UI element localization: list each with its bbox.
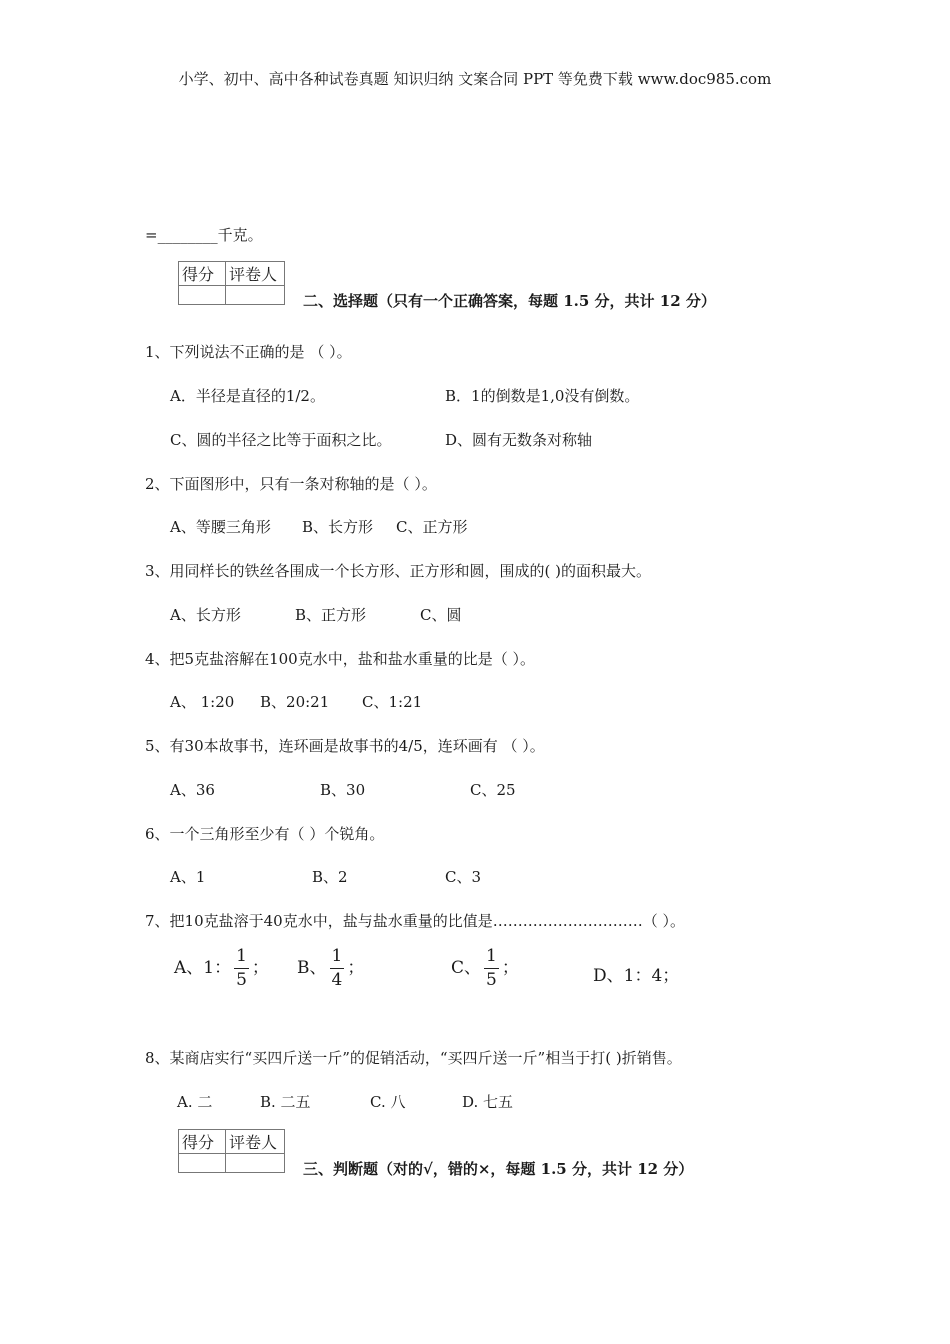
q8-option-b: B. 二五 xyxy=(260,1093,311,1111)
q8-option-a: A. 二 xyxy=(177,1093,213,1111)
score-label: 得分 xyxy=(179,262,226,286)
q4-option-a: A、 1:20 xyxy=(170,693,235,711)
score-box xyxy=(178,261,285,305)
grader-label: 评卷人 xyxy=(226,1130,285,1154)
q1-option-d: D、圆有无数条对称轴 xyxy=(445,431,593,449)
fraction: $\frac{1}{4}$ xyxy=(331,946,343,990)
section-2-title: 二、选择题（只有一个正确答案，每题 1.5 分，共计 12 分） xyxy=(303,292,716,310)
q7-option-c: C、 $\frac{1}{5}$ ； xyxy=(451,946,519,990)
score-cell xyxy=(179,1154,226,1173)
q6-option-a: A、1 xyxy=(170,868,206,886)
q6-option-c: C、3 xyxy=(445,868,482,886)
question-3: 3、用同样长的铁丝各围成一个长方形、正方形和圆，围成的( )的面积最大。 xyxy=(145,562,652,580)
q1-option-c: C、圆的半径之比等于面积之比。 xyxy=(170,431,392,449)
q6-option-b: B、2 xyxy=(312,868,348,886)
q4-option-b: B、20:21 xyxy=(260,693,330,711)
q3-option-b: B、正方形 xyxy=(295,606,367,624)
fraction: $\frac{1}{5}$ xyxy=(486,946,497,990)
question-8: 8、某商店实行“买四斤送一斤”的促销活动，“买四斤送一斤”相当于打( )折销售。 xyxy=(145,1049,682,1067)
question-6: 6、一个三角形至少有（ ）个锐角。 xyxy=(145,825,385,843)
question-4: 4、把5克盐溶解在100克水中，盐和盐水重量的比是（ ）。 xyxy=(145,650,535,668)
q1-option-b: B．1的倒数是1,0没有倒数。 xyxy=(445,387,640,405)
section-3-title: 三、判断题（对的√，错的×，每题 1.5 分，共计 12 分） xyxy=(303,1160,694,1178)
q5-option-a: A、36 xyxy=(170,781,215,799)
grader-label: 评卷人 xyxy=(226,262,285,286)
q7-option-d: D、1：4； xyxy=(593,966,680,986)
question-2: 2、下面图形中，只有一条对称轴的是（ ）。 xyxy=(145,475,437,493)
q4-option-c: C、1:21 xyxy=(362,693,423,711)
score-box xyxy=(178,1129,285,1173)
grader-cell xyxy=(226,286,285,305)
q7-option-b: B、 $\frac{1}{4}$ ； xyxy=(297,946,365,990)
grader-cell xyxy=(226,1154,285,1173)
q3-option-a: A、长方形 xyxy=(170,606,241,624)
q7-option-a: A、1： $\frac{1}{5}$ ； xyxy=(174,946,269,990)
q1-option-a: A．半径是直径的1/2。 xyxy=(170,387,325,405)
q3-option-c: C、圆 xyxy=(420,606,462,624)
question-7: 7、把10克盐溶于40克水中，盐与盐水重量的比值是…………………………（ ）。 xyxy=(145,912,685,930)
q8-option-c: C. 八 xyxy=(370,1093,406,1111)
q2-option-c: C、正方形 xyxy=(396,518,468,536)
question-5: 5、有30本故事书，连环画是故事书的4/5，连环画有 （ ）。 xyxy=(145,737,545,755)
question-1: 1、下列说法不正确的是 （ ）。 xyxy=(145,343,352,361)
q2-option-a: A、等腰三角形 xyxy=(170,518,271,536)
q8-option-d: D. 七五 xyxy=(462,1093,514,1111)
fraction: $\frac{1}{5}$ xyxy=(236,946,247,990)
page-header: 小学、初中、高中各种试卷真题 知识归纳 文案合同 PPT 等免费下载 www.doc985.com xyxy=(178,70,772,88)
score-label: 得分 xyxy=(179,1130,226,1154)
score-cell xyxy=(179,286,226,305)
carryover-text: =________千克。 xyxy=(145,226,263,244)
q5-option-b: B、30 xyxy=(320,781,366,799)
q2-option-b: B、长方形 xyxy=(302,518,374,536)
q5-option-c: C、25 xyxy=(470,781,516,799)
